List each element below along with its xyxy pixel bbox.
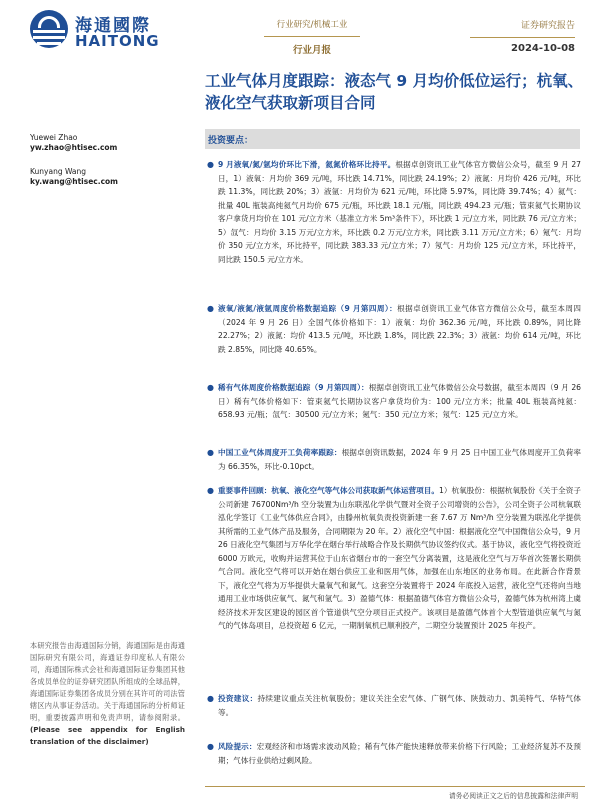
bullet-icon: ● (207, 304, 214, 313)
paragraph-text: 根据卓创资讯工业气体官方微信公众号，截至 9 月 27 日，1）液氧：月均价 369 元/吨，环比跌 14.71%，同比跌 24.19%；2）液氮：月均价 426 元/吨，环比跌 11.3%，同比跌 20%；3）液氩：月均价为 621 元/吨，环比降 5.97%，同比降 39.74%；4）氦气：批量 40L 瓶装高纯氦气月均价 675 元/瓶，环比跌 18.1 元/瓶，同比跌 494.23 元/瓶；管束氦气长期协议客户拿货月均价在 101 元/立方米（基准立方米 5m³条件下），环比跌 1 元/立方米，同比跌 76 元/立方米；5）氙气：月均价 3.15 万元/立方米，环比跌 0.2 万元/立方米，同比跌 3.11 万元/立方米；6）氪气：月均价 350 元/立方米，环比持平，同比跌 383.33 元/立方米；7）氖气：月均价 125 元/立方米，环比持平，同比跌 150.5 元/立方米。 (218, 160, 581, 264)
paragraph-text: 宏观经济和市场需求波动风险；稀有气体产能快速释放带来价格下行风险；工业经济复苏不及预期；气体行业供给过剩风险。 (218, 742, 582, 765)
analyst-2 (30, 167, 118, 187)
analyst-1 (30, 133, 117, 153)
report-header (0, 0, 600, 62)
disclaimer-chinese: 本研究报告由海通国际分销，海通国际是由海通国际研究有限公司，海通证券印度私人有限公司，海通国际株式会社和海通国际证券集团其他各成员单位的证券研究团队所组成的全球品牌，海通国际证券集团各成员分别在其许可的司法管辖区内从事证券活动。关于海通国际的分析师证明，重要披露声明和免责声明，请参阅附录。 (30, 641, 185, 722)
bullet-icon: ● (207, 383, 214, 392)
paragraph-text: 根据卓创资讯数据，2024 年 9 月 25 日中国工业气体周度开工负荷率为 66.35%，环比-0.10pct。 (218, 448, 582, 471)
disclaimer-english: (Please see appendix for English translation of the disclaimer) (30, 725, 185, 746)
paragraph-lead: 中国工业气体周度开工负荷率跟踪： (218, 448, 342, 457)
haitong-logo (30, 8, 170, 52)
haitong-logo-icon (30, 10, 68, 48)
paragraph-text: 1）杭氧股份：根据杭氧股份《关于全资子公司新建 76700Nm³/h 空分装置为山东联泓化学供气暨对全资子公司增资的公告》，公司全资子公司杭氧联泓化学签订《工业气体供应合同》，由滕州杭氧负责投资新建一套 7.67 万 Nm³/h 空分装置为联泓化学提供其所需的工业气体产品及服务，合同期限为 20 年。2）液化空气中国：根据液化空气中国微信公众号，9 月 26 日液化空气集团与万华化学在烟台举行战略合作及长期供气协议签约仪式。基于协议，液化空气将投资近 6000 万欧元，收购并运营其位于山东省烟台市的一套空气分离装置，这是液化空气与万华首次签署长期供气合同。液化空气将可以开始在烟台供应工业和医用气体，加强在山东地区的业务布局。在此新合作背景下，液化空气将为万华提供大量氧气和氮气。这套空分装置将于 2024 年底投入运营，液化空气还将向当地通用工业市场供应氧气、氮气和氩气。3）盈德气体：根据盈德气体官方微信公众号，盈德气体为杭州湾上虞经济技术开发区建设的园区首个管道供气空分项目正式投产。该项目是盈德气体首个大型管道供应氧气与氮气的气体岛项目，总投资超 6 亿元，一期制氧机已顺利投产，二期空分装置预计 2025 年投产。 (218, 486, 581, 630)
analyst-name: Kunyang Wang (30, 167, 87, 176)
analyst-email[interactable]: yw.zhao@htisec.com (30, 143, 118, 152)
logo-chinese-name: 海通國際 (75, 16, 151, 36)
analyst-name: Yuewei Zhao (30, 133, 78, 142)
paragraph-risk-warning (205, 740, 581, 767)
report-date: 2024-10-08 (511, 43, 575, 54)
paragraph-key-events (205, 484, 581, 633)
paragraph-text: 持续建议重点关注杭氧股份；建议关注全宏气体、广钢气体、陕鼓动力、凯美特气、华特气体等。 (218, 694, 582, 717)
distribution-disclaimer (30, 640, 185, 748)
paragraph-investment-advice (205, 692, 581, 719)
paragraph-lead: 投资建议： (218, 694, 258, 703)
report-meta-block (470, 18, 575, 54)
header-divider-right (470, 37, 575, 38)
logo-english-name: HAITONG (75, 32, 160, 50)
analyst-email[interactable]: ky.wang@htisec.com (30, 177, 118, 186)
paragraph-text: 根据卓创资讯工业气体微信公众号数据，截至本周四（9 月 26 日）稀有气体价格如下：管束氦气长期协议客户拿货均价为：100 元/立方米；批量 40L 瓶装高纯氦：658.93 元/瓶；氙气：30500 元/立方米；氪气：350 元/立方米；氖气：125 元/立方米。 (218, 383, 581, 419)
paragraph-lead: 风险提示： (218, 742, 257, 751)
report-category: 行业研究/机械工业 (276, 20, 348, 30)
paragraph-lead: 重要事件回顾：杭氧、液化空气等气体公司获取新气体运营项目。 (218, 486, 439, 495)
paragraph-monthly-prices (205, 158, 581, 266)
paragraph-lead: 稀有气体周度价格数据追踪（9 月第四周）： (218, 383, 369, 392)
header-divider (264, 36, 360, 37)
footer-divider (205, 786, 585, 787)
bullet-icon: ● (207, 160, 214, 169)
report-label: 证券研究报告 (520, 21, 575, 31)
report-category-block (262, 18, 362, 56)
paragraph-lead: 9 月液氧/氮/氩均价环比下滑，氦氮价格环比持平。 (218, 160, 396, 169)
paragraph-weekly-liquid-gas (205, 302, 581, 356)
paragraph-lead: 液氧/液氮/液氩周度价格数据追踪（9 月第四周）： (218, 304, 398, 313)
report-type: 行业月报 (292, 45, 331, 56)
paragraph-weekly-rare-gas (205, 381, 581, 422)
bullet-icon: ● (207, 486, 214, 495)
section-title: 投资要点： (208, 136, 254, 146)
investment-highlights-header (205, 129, 580, 149)
bullet-icon: ● (207, 448, 214, 457)
bullet-icon: ● (207, 742, 214, 751)
footer-disclosure-note: 请务必阅读正文之后的信息披露和法律声明 (448, 792, 578, 800)
bullet-icon: ● (207, 694, 214, 703)
paragraph-operating-load (205, 446, 581, 473)
paragraph-text: 根据卓创资讯工业气体官方微信公众号，截至本周四（2024 年 9 月 26 日）全国气体价格如下：1）液氧：均价 362.36 元/吨，环比跌 0.89%，同比降 22.27%；2）液氮：均价 413.5 元/吨，环比跌 1.8%，同比跌 22.3%；3）液氩：均价 614 元/吨，环比跌 2.85%，同比降 40.65%。 (218, 304, 581, 354)
report-title: 工业气体月度跟踪：液态气 9 月均价低位运行；杭氧、液化空气获取新项目合同 (205, 72, 584, 112)
